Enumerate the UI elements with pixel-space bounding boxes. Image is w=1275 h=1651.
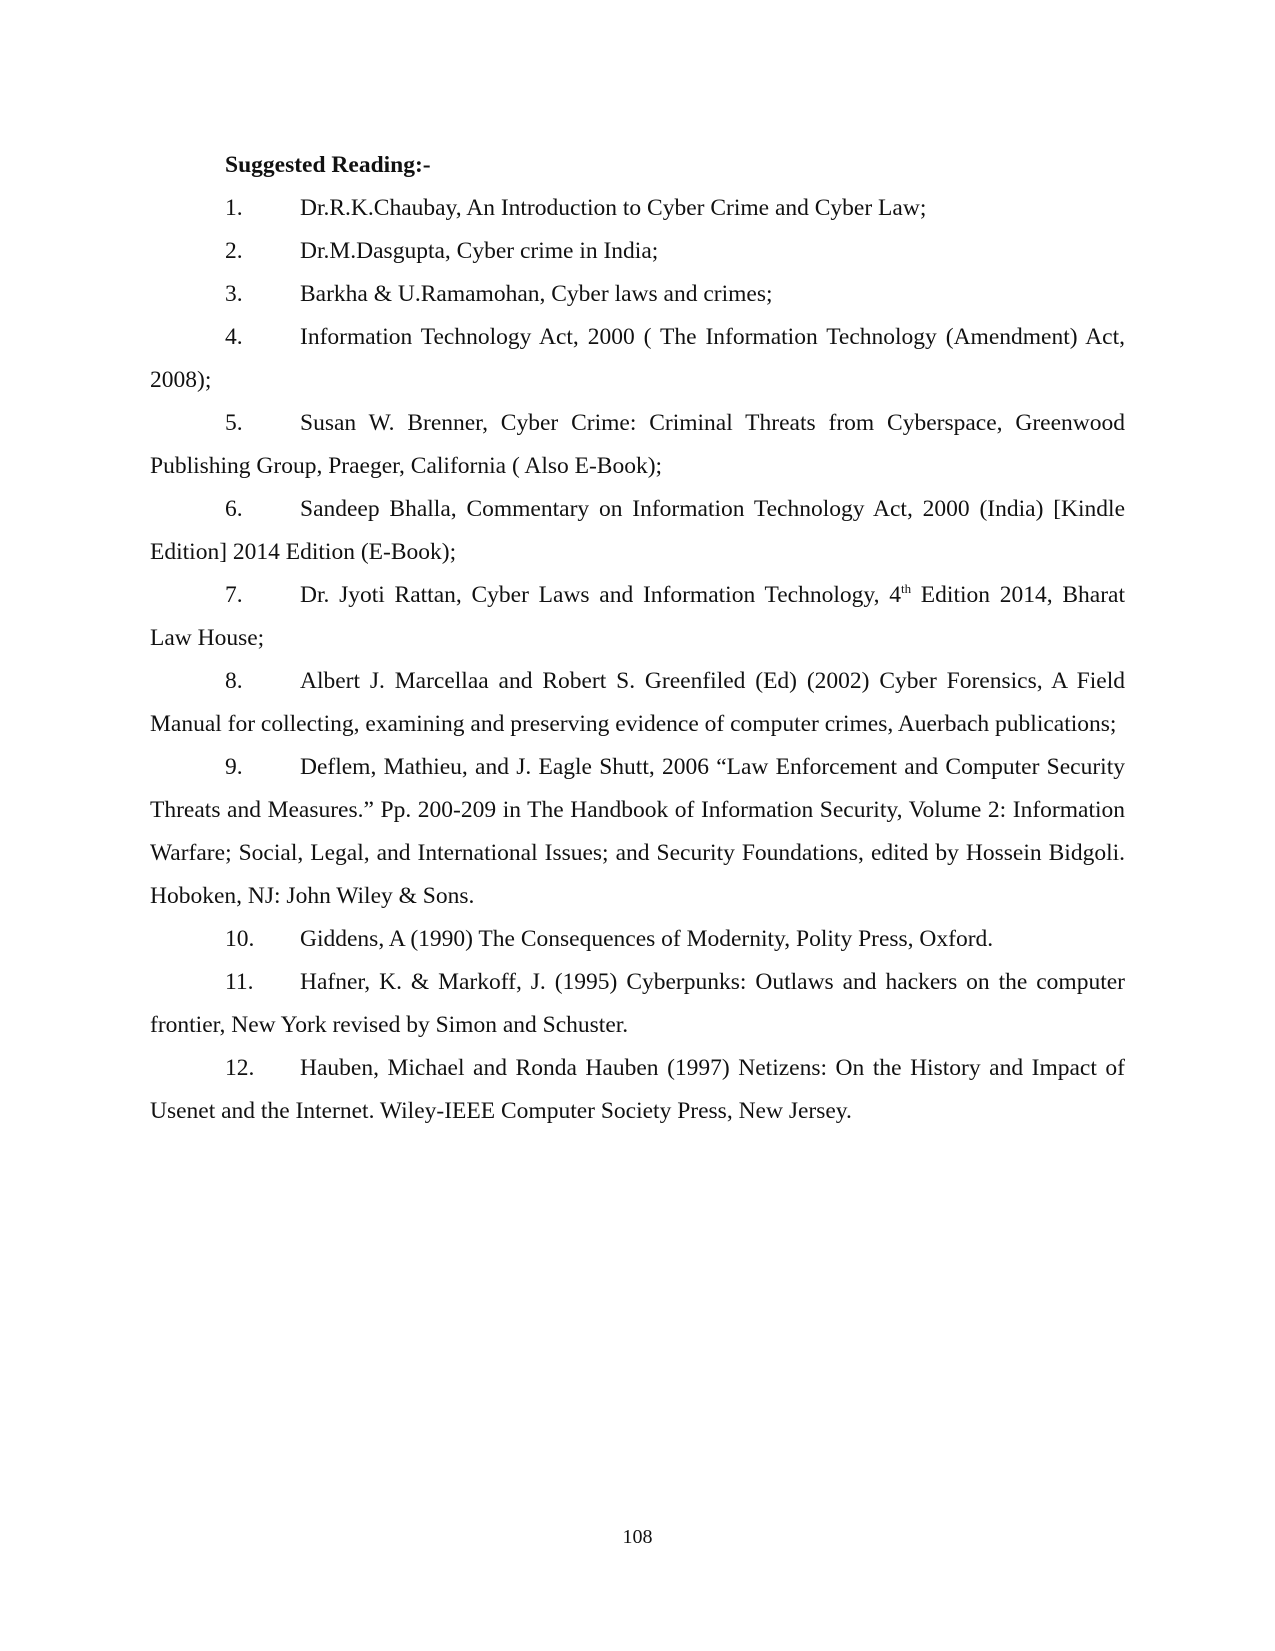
reference-item-10 — [150, 918, 1125, 961]
reference-text: Dr. Jyoti Rattan, Cyber Laws and Information Technology, 4 — [300, 582, 901, 608]
reference-text: Hauben, Michael and Ronda Hauben (1997) Netizens: On the History and Impact of Usenet and the Internet. Wiley-IEEE Computer Society Press, New Jersey. — [150, 1055, 1125, 1124]
reference-item-2 — [150, 230, 1125, 273]
page-content — [150, 144, 1125, 1133]
reference-number: 6. — [225, 496, 243, 522]
page-number: 108 — [622, 1526, 653, 1548]
reference-item-8 — [150, 660, 1125, 746]
ordinal-superscript: th — [900, 581, 912, 596]
reference-number: 12. — [225, 1055, 255, 1081]
reference-list — [150, 187, 1125, 1133]
reference-number: 8. — [225, 668, 243, 694]
reference-text: Deflem, Mathieu, and J. Eagle Shutt, 2006 “Law Enforcement and Computer Security Threats and Measures.” Pp. 200-209 in The Handbook of Information Security, Volume 2: Information Warfare; Social, Legal, and International Issues; and Security Foundations, edited by Hossein Bidgoli. Hoboken, NJ: John Wiley & Sons. — [150, 754, 1125, 909]
reference-item-3 — [150, 273, 1125, 316]
reference-number: 5. — [225, 410, 243, 436]
reference-number: 10. — [225, 926, 255, 952]
reference-text: Dr.R.K.Chaubay, An Introduction to Cyber Crime and Cyber Law; — [300, 195, 927, 221]
reference-item-1 — [150, 187, 1125, 230]
reference-number: 3. — [225, 281, 243, 307]
reference-number: 7. — [225, 582, 243, 608]
reference-number: 11. — [225, 969, 254, 995]
reference-item-7 — [150, 574, 1125, 660]
reference-text: Dr.M.Dasgupta, Cyber crime in India; — [300, 238, 659, 264]
reference-text: Hafner, K. & Markoff, J. (1995) Cyberpunks: Outlaws and hackers on the computer frontier, New York revised by Simon and Schuster. — [150, 969, 1125, 1038]
reference-text: Susan W. Brenner, Cyber Crime: Criminal Threats from Cyberspace, Greenwood Publishing Group, Praeger, California ( Also E-Book); — [150, 410, 1125, 479]
suggested-reading-heading: Suggested Reading:- — [225, 152, 431, 178]
reference-text: Albert J. Marcellaa and Robert S. Greenfiled (Ed) (2002) Cyber Forensics, A Field Manual for collecting, examining and preserving evidence of computer crimes, Auerbach publications; — [150, 668, 1125, 737]
reference-text-continued: Edition 2014, Bharat Law House; — [150, 582, 1125, 651]
reference-number: 2. — [225, 238, 243, 264]
reference-text: Barkha & U.Ramamohan, Cyber laws and crimes; — [300, 281, 773, 307]
reference-item-11 — [150, 961, 1125, 1047]
reference-number: 1. — [225, 195, 243, 221]
reference-item-9 — [150, 746, 1125, 918]
reference-text: Sandeep Bhalla, Commentary on Information Technology Act, 2000 (India) [Kindle Edition] 2014 Edition (E-Book); — [150, 496, 1125, 565]
reference-item-4 — [150, 316, 1125, 402]
reference-text: Giddens, A (1990) The Consequences of Modernity, Polity Press, Oxford. — [300, 926, 994, 952]
reference-item-12 — [150, 1047, 1125, 1133]
reference-number: 4. — [225, 324, 243, 350]
reference-item-6 — [150, 488, 1125, 574]
reference-text: Information Technology Act, 2000 ( The Information Technology (Amendment) Act, 2008); — [150, 324, 1125, 393]
reference-item-5 — [150, 402, 1125, 488]
reference-number: 9. — [225, 754, 243, 780]
